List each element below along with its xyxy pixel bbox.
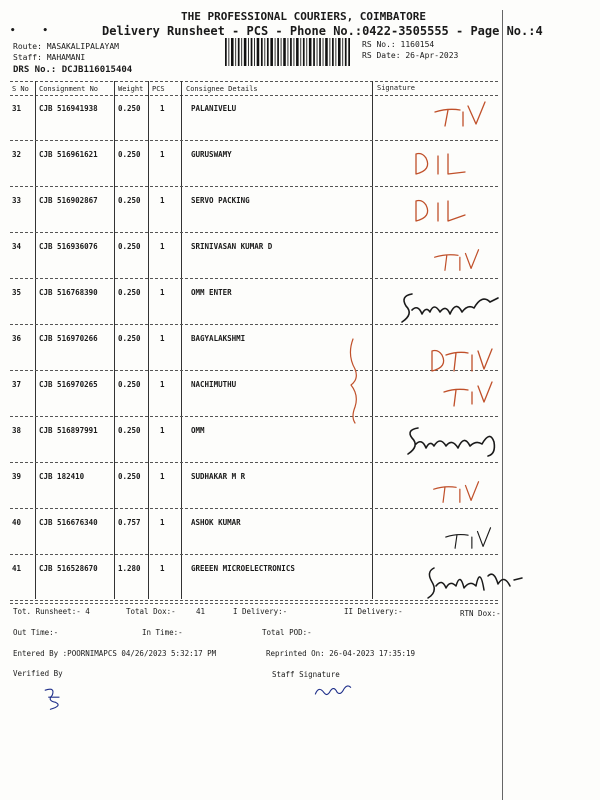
dot-mark: • •	[10, 26, 48, 36]
row-divider	[10, 554, 498, 555]
row-weight: 0.757	[118, 518, 141, 527]
row-consignment-no: CJB 516970265	[39, 380, 98, 389]
row-divider	[10, 508, 498, 509]
row-sno: 34	[12, 242, 22, 251]
row-pcs: 1	[160, 104, 165, 113]
col-sno: S No	[12, 85, 29, 93]
signature-saravana-35	[398, 288, 508, 328]
row-pcs: 1	[160, 472, 165, 481]
row-weight: 0.250	[118, 196, 141, 205]
row-weight: 0.250	[118, 380, 141, 389]
row-consignee-name: SUDHAKAR M R	[191, 472, 246, 481]
row-sno: 40	[12, 518, 22, 527]
row-sno: 35	[12, 288, 22, 297]
page-edge-line	[502, 10, 503, 800]
row-divider	[10, 186, 498, 187]
signature-dtiv-36	[428, 345, 498, 375]
staff-signature-label: Staff Signature	[272, 670, 340, 679]
row-weight: 0.250	[118, 242, 141, 251]
row-consignment-no: CJB 182410	[39, 472, 85, 481]
barcode	[225, 38, 350, 66]
reprinted-on: Reprinted On: 26-04-2023 17:35:19	[266, 649, 416, 658]
staff: Staff: MAHAMANI	[13, 53, 86, 62]
signature-dil-32	[410, 148, 470, 178]
runsheet-title: Delivery Runsheet - PCS - Phone No.:0422-3505555 - Page No.:4	[102, 24, 543, 38]
rs-number: RS No.: 1160154	[362, 40, 435, 49]
row-pcs: 1	[160, 518, 165, 527]
col-consignee: Consignee Details	[186, 85, 258, 93]
table-top-rule	[10, 81, 498, 82]
signature-bracket-36	[345, 335, 365, 425]
staff-signature	[312, 678, 354, 700]
row-consignment-no: CJB 516528670	[39, 564, 98, 573]
col-divider	[181, 81, 182, 599]
row-consignee-name: OMM ENTER	[191, 288, 232, 297]
ii-delivery: II Delivery:-	[344, 607, 403, 616]
verified-by-signature	[40, 684, 66, 712]
row-divider	[10, 416, 498, 417]
row-weight: 0.250	[118, 426, 141, 435]
total-dox-value: 41	[196, 607, 206, 616]
signature-tiv-31	[430, 98, 490, 128]
row-pcs: 1	[160, 288, 165, 297]
company-name: THE PROFESSIONAL COURIERS, COIMBATORE	[181, 10, 427, 23]
row-consignment-no: CJB 516768390	[39, 288, 98, 297]
row-pcs: 1	[160, 426, 165, 435]
drs-number: DRS No.: DCJB116015404	[13, 65, 133, 75]
col-pcs: PCS	[152, 85, 165, 93]
col-weight: Weight	[118, 85, 144, 93]
row-consignee-name: SERVO PACKING	[191, 196, 250, 205]
col-divider	[372, 81, 373, 599]
signature-saravana-38	[404, 424, 504, 458]
row-consignee-name: GREEEN MICROELECTRONICS	[191, 564, 295, 573]
row-consignment-no: CJB 516941938	[39, 104, 98, 113]
header-bottom-rule	[10, 95, 498, 96]
row-sno: 38	[12, 426, 22, 435]
row-consignment-no: CJB 516897991	[39, 426, 98, 435]
row-sno: 31	[12, 104, 22, 113]
total-dox-label: Total Dox:-	[126, 607, 176, 616]
route: Route: MASAKALIPALAYAM	[13, 42, 119, 51]
row-consignment-no: CJB 516676340	[39, 518, 98, 527]
i-delivery: I Delivery:-	[233, 607, 288, 616]
row-divider	[10, 462, 498, 463]
signature-tiv-39	[428, 478, 488, 506]
row-pcs: 1	[160, 380, 165, 389]
row-divider	[10, 232, 498, 233]
row-sno: 33	[12, 196, 22, 205]
row-consignee-name: GURUSWAMY	[191, 150, 232, 159]
entered-by: Entered By :POORNIMAPCS 04/26/2023 5:32:17 PM	[13, 649, 217, 658]
col-divider	[114, 81, 115, 599]
verified-by: Verified By	[13, 669, 63, 678]
row-pcs: 1	[160, 564, 165, 573]
col-consignment: Consignment No	[39, 85, 99, 93]
col-signature: Signature	[377, 84, 415, 92]
row-consignee-name: ASHOK KUMAR	[191, 518, 241, 527]
row-consignment-no: CJB 516970266	[39, 334, 98, 343]
row-sno: 41	[12, 564, 22, 573]
row-divider	[10, 370, 498, 371]
row-weight: 0.250	[118, 334, 141, 343]
row-weight: 0.250	[118, 150, 141, 159]
signature-tiv-37	[440, 378, 500, 408]
row-pcs: 1	[160, 334, 165, 343]
signature-tiv-40	[440, 524, 500, 552]
col-divider	[35, 81, 36, 599]
row-weight: 0.250	[118, 472, 141, 481]
footer-top-rule	[10, 603, 498, 604]
out-time: Out Time:-	[13, 628, 59, 637]
row-sno: 37	[12, 380, 22, 389]
row-consignment-no: CJB 516961621	[39, 150, 98, 159]
row-sno: 39	[12, 472, 22, 481]
total-pod: Total POD:-	[262, 628, 312, 637]
row-consignee-name: SRINIVASAN KUMAR D	[191, 242, 273, 251]
row-weight: 0.250	[118, 104, 141, 113]
row-consignee-name: NACHIMUTHU	[191, 380, 237, 389]
row-sno: 32	[12, 150, 22, 159]
row-pcs: 1	[160, 196, 165, 205]
col-divider	[148, 81, 149, 599]
row-consignee-name: OMM	[191, 426, 205, 435]
row-divider	[10, 278, 498, 279]
row-consignee-name: BAGYALAKSHMI	[191, 334, 246, 343]
rtn-dox: RTN Dox:-	[460, 609, 501, 618]
row-consignment-no: CJB 516902867	[39, 196, 98, 205]
row-sno: 36	[12, 334, 22, 343]
row-divider	[10, 140, 498, 141]
row-weight: 0.250	[118, 288, 141, 297]
row-pcs: 1	[160, 150, 165, 159]
row-consignment-no: CJB 516936076	[39, 242, 98, 251]
row-pcs: 1	[160, 242, 165, 251]
in-time: In Time:-	[142, 628, 183, 637]
rs-date: RS Date: 26-Apr-2023	[362, 51, 459, 60]
tot-runsheet: Tot. Runsheet:- 4	[13, 607, 90, 616]
signature-dil-33	[410, 195, 470, 225]
row-consignee-name: PALANIVELU	[191, 104, 237, 113]
signature-tiv-34	[428, 246, 488, 274]
row-weight: 1.280	[118, 564, 141, 573]
signature-41	[424, 562, 534, 602]
